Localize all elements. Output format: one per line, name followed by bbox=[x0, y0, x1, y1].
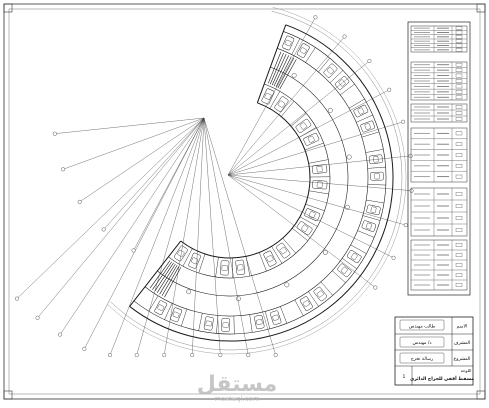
car-roof bbox=[278, 100, 286, 107]
car-body bbox=[313, 286, 327, 301]
parked-car bbox=[347, 250, 362, 264]
grid-bubble bbox=[36, 316, 40, 320]
inner-stall-divider bbox=[309, 160, 329, 164]
outer-contour bbox=[111, 11, 402, 350]
car-body bbox=[300, 296, 314, 311]
car-body bbox=[337, 263, 352, 277]
parked-car bbox=[366, 205, 380, 216]
car-body bbox=[188, 253, 201, 269]
grid-ray bbox=[228, 175, 394, 258]
car-roof bbox=[317, 166, 323, 172]
grid-ray bbox=[80, 118, 204, 202]
car-body bbox=[154, 300, 167, 315]
car-roof bbox=[351, 253, 358, 260]
parked-car bbox=[353, 105, 368, 118]
grid-ray bbox=[228, 61, 369, 175]
car-roof bbox=[300, 47, 307, 54]
inner-stall-divider bbox=[257, 84, 264, 103]
outer-stall-divider bbox=[265, 311, 270, 328]
car-roof bbox=[222, 265, 228, 271]
car-body bbox=[353, 105, 368, 118]
schedule-symbol bbox=[456, 283, 462, 286]
schedule-symbol bbox=[456, 35, 462, 38]
car-roof bbox=[256, 319, 262, 325]
grid-bubble bbox=[53, 132, 57, 136]
inner-stall-divider bbox=[232, 258, 233, 278]
car-roof bbox=[375, 173, 380, 179]
grid-bubble bbox=[135, 353, 139, 357]
title-value-3: رسالة تخرج bbox=[410, 357, 434, 362]
car-body bbox=[263, 250, 277, 266]
outer-stall-divider bbox=[149, 296, 158, 311]
grid-bubble bbox=[58, 333, 62, 337]
schedule-symbol bbox=[456, 105, 462, 108]
car-body bbox=[360, 121, 375, 133]
parked-car bbox=[221, 318, 229, 331]
legend-panel bbox=[408, 22, 470, 295]
ring-wall bbox=[130, 25, 393, 341]
parked-car bbox=[370, 172, 383, 180]
car-body bbox=[270, 310, 282, 325]
grid-bubble bbox=[78, 200, 82, 204]
outer-stall-divider bbox=[340, 84, 354, 95]
car-body bbox=[204, 316, 214, 330]
schedule-symbol bbox=[456, 44, 462, 47]
parked-car bbox=[254, 315, 264, 329]
aisle-marker bbox=[347, 155, 351, 159]
grid-bubble bbox=[108, 353, 112, 357]
inner-stall-divider bbox=[216, 257, 219, 277]
ramp-north bbox=[268, 52, 296, 89]
schedule-symbol bbox=[456, 153, 462, 156]
grid-bubble bbox=[190, 353, 194, 357]
grid-bubble bbox=[343, 35, 347, 39]
parked-car bbox=[337, 263, 352, 277]
parked-car bbox=[188, 253, 201, 269]
grid-bubble bbox=[162, 353, 166, 357]
grid-bubble bbox=[404, 223, 408, 227]
schedule-symbol bbox=[456, 63, 462, 66]
parked-car bbox=[270, 310, 282, 325]
outer-stall-divider bbox=[199, 313, 203, 331]
car-roof bbox=[300, 122, 307, 130]
outer-contour-2 bbox=[108, 7, 406, 354]
corner-marks bbox=[4, 4, 485, 399]
schedule-symbol bbox=[456, 243, 462, 246]
car-body bbox=[282, 35, 294, 50]
watermark bbox=[197, 372, 277, 403]
car-body bbox=[220, 260, 229, 275]
schedule-symbol bbox=[456, 253, 462, 256]
car-roof bbox=[303, 300, 310, 307]
schedule-symbol bbox=[456, 31, 462, 34]
grid-ray bbox=[110, 118, 204, 355]
car-roof bbox=[173, 312, 180, 318]
outer-stall-divider bbox=[362, 132, 379, 137]
aisle-marker bbox=[285, 283, 289, 287]
title-label-2: المشرف bbox=[453, 341, 471, 346]
car-roof bbox=[317, 290, 324, 297]
outer-stall-divider bbox=[363, 216, 380, 221]
parked-car bbox=[261, 88, 274, 104]
schedule-symbol bbox=[456, 263, 462, 266]
schedule-symbol bbox=[456, 48, 462, 51]
car-roof bbox=[266, 255, 273, 262]
schedule-symbol bbox=[456, 85, 462, 88]
parked-car bbox=[263, 250, 277, 266]
grid-ray bbox=[38, 118, 204, 318]
parked-car bbox=[313, 286, 327, 301]
car-roof bbox=[237, 265, 243, 271]
car-body bbox=[297, 43, 310, 58]
car-body bbox=[323, 63, 338, 78]
watermark-brand: مستقل bbox=[196, 372, 278, 397]
car-body bbox=[261, 88, 274, 104]
grid-bubble bbox=[83, 347, 87, 351]
car-body bbox=[235, 260, 245, 275]
aisle-marker bbox=[292, 73, 296, 77]
parked-car bbox=[235, 260, 245, 275]
title-value-1: طالب مهندس bbox=[408, 324, 436, 330]
grid-bubble bbox=[409, 154, 413, 158]
sheet-border bbox=[4, 4, 485, 399]
schedule-symbol bbox=[456, 96, 462, 99]
schedule-symbol bbox=[456, 90, 462, 93]
grid-bubble bbox=[392, 256, 396, 260]
schedule-symbol bbox=[456, 164, 462, 167]
outer-stall-divider bbox=[368, 184, 386, 185]
schedule-symbol bbox=[456, 204, 462, 207]
outer-stall-divider bbox=[134, 287, 145, 301]
inner-stall-divider bbox=[183, 249, 192, 267]
outer-stall-divider bbox=[280, 306, 287, 323]
title-label-3: المشروع bbox=[453, 357, 471, 362]
outer-stall-divider bbox=[332, 271, 345, 283]
grid-bubble bbox=[314, 15, 318, 19]
car-roof bbox=[157, 304, 164, 311]
title-label-1: الاسم bbox=[456, 324, 468, 330]
schedule-symbol bbox=[456, 216, 462, 219]
schedule-symbol bbox=[456, 27, 462, 30]
schedule-symbol bbox=[456, 111, 462, 114]
parked-car bbox=[154, 300, 167, 315]
outer-stall-divider bbox=[366, 200, 384, 203]
outer-stall-divider bbox=[181, 309, 187, 326]
grid-ray bbox=[60, 118, 204, 335]
outer-stall-divider bbox=[358, 231, 375, 238]
grid-ray bbox=[204, 118, 220, 355]
car-roof bbox=[327, 67, 334, 74]
parked-car bbox=[204, 316, 214, 330]
dimension-lines bbox=[15, 15, 413, 356]
car-roof bbox=[308, 136, 315, 143]
outer-stall-divider bbox=[330, 70, 343, 82]
parked-car bbox=[360, 121, 375, 133]
car-body bbox=[254, 315, 264, 329]
grid-bubble bbox=[368, 59, 372, 63]
grid-ray bbox=[228, 122, 403, 175]
car-body bbox=[312, 180, 327, 189]
schedule-symbol bbox=[456, 192, 462, 195]
inner-stall-divider bbox=[272, 246, 282, 263]
sheet-title: مسقط أفقي للجراج الدائري bbox=[409, 377, 475, 382]
outer-stall-divider bbox=[351, 245, 367, 254]
title-value-2: د/ مهندس bbox=[412, 341, 432, 346]
outer-stall-divider bbox=[292, 39, 300, 55]
parked-car bbox=[300, 296, 314, 311]
car-body bbox=[303, 133, 319, 146]
inner-stall-divider bbox=[246, 256, 250, 276]
car-roof bbox=[301, 224, 308, 232]
aisle-marker bbox=[323, 250, 327, 254]
parked-car bbox=[282, 35, 294, 50]
inner-stall-divider bbox=[199, 254, 205, 273]
grid-ray bbox=[204, 118, 248, 355]
car-roof bbox=[223, 323, 229, 328]
grid-bubble bbox=[401, 120, 405, 124]
grid-bubble bbox=[246, 353, 250, 357]
car-roof bbox=[272, 315, 279, 321]
parked-car bbox=[220, 260, 229, 275]
outer-stall-divider bbox=[318, 58, 330, 72]
schedule-symbol bbox=[456, 175, 462, 178]
grid-bubble bbox=[132, 249, 136, 253]
car-roof bbox=[371, 207, 377, 213]
aisle-marker bbox=[236, 297, 240, 301]
inner-stall-divider bbox=[306, 204, 325, 211]
schedule-symbol bbox=[456, 132, 462, 135]
outer-stall-divider bbox=[295, 300, 303, 316]
schedule-symbol bbox=[456, 143, 462, 146]
schedule-symbol bbox=[456, 117, 462, 120]
grid-bubble bbox=[387, 88, 391, 92]
grid-bubble bbox=[274, 353, 278, 357]
parked-car bbox=[323, 63, 338, 78]
car-roof bbox=[279, 247, 287, 254]
parked-car bbox=[303, 133, 319, 146]
outer-stall-divider bbox=[306, 47, 316, 62]
outer-stall-divider bbox=[321, 282, 333, 296]
car-roof bbox=[206, 321, 212, 326]
grid-bubble bbox=[61, 168, 65, 172]
outer-stall-divider bbox=[368, 167, 386, 168]
grid-bubble bbox=[15, 297, 19, 301]
outer-stall-divider bbox=[234, 316, 235, 334]
outer-stall-divider bbox=[366, 149, 384, 152]
grid-ray bbox=[63, 118, 204, 169]
schedule-symbol bbox=[456, 79, 462, 82]
watermark-url: mostaql.com bbox=[214, 395, 260, 403]
aisle-marker bbox=[186, 290, 190, 294]
grid-bubble bbox=[102, 228, 106, 232]
schedule-symbol bbox=[456, 74, 462, 77]
grid-bubble bbox=[410, 189, 414, 193]
grid-ray bbox=[55, 118, 204, 134]
parked-car bbox=[312, 180, 327, 189]
ramp-line bbox=[150, 261, 170, 289]
schedule-symbol bbox=[456, 69, 462, 72]
sheet-label: اللوحة bbox=[460, 368, 472, 373]
schedule-symbol bbox=[456, 273, 462, 276]
grid-bubble bbox=[219, 353, 223, 357]
car-roof bbox=[358, 107, 365, 114]
ring-garage bbox=[108, 7, 406, 354]
grid-ray bbox=[84, 118, 204, 349]
car-roof bbox=[365, 123, 371, 130]
schedule-symbol bbox=[456, 40, 462, 43]
car-body bbox=[347, 250, 362, 264]
grid-ray bbox=[228, 17, 315, 175]
parked-car bbox=[304, 208, 320, 221]
outer-stall-divider bbox=[250, 315, 253, 333]
car-roof bbox=[366, 223, 372, 230]
schedule-symbol bbox=[456, 228, 462, 231]
grid-bubble bbox=[374, 286, 378, 290]
aisle-marker bbox=[328, 108, 332, 112]
parked-car bbox=[297, 43, 310, 58]
car-body bbox=[304, 208, 320, 221]
title-block bbox=[395, 317, 474, 385]
car-roof bbox=[264, 93, 271, 100]
car-body bbox=[361, 220, 376, 232]
inner-stall-divider bbox=[259, 252, 266, 271]
inner-stall-divider bbox=[309, 191, 329, 194]
car-roof bbox=[341, 267, 348, 274]
sheet-number: 1 bbox=[402, 375, 406, 380]
inner-stall-divider bbox=[270, 91, 280, 108]
car-body bbox=[366, 205, 380, 216]
car-roof bbox=[285, 40, 292, 47]
parked-car bbox=[361, 220, 376, 232]
